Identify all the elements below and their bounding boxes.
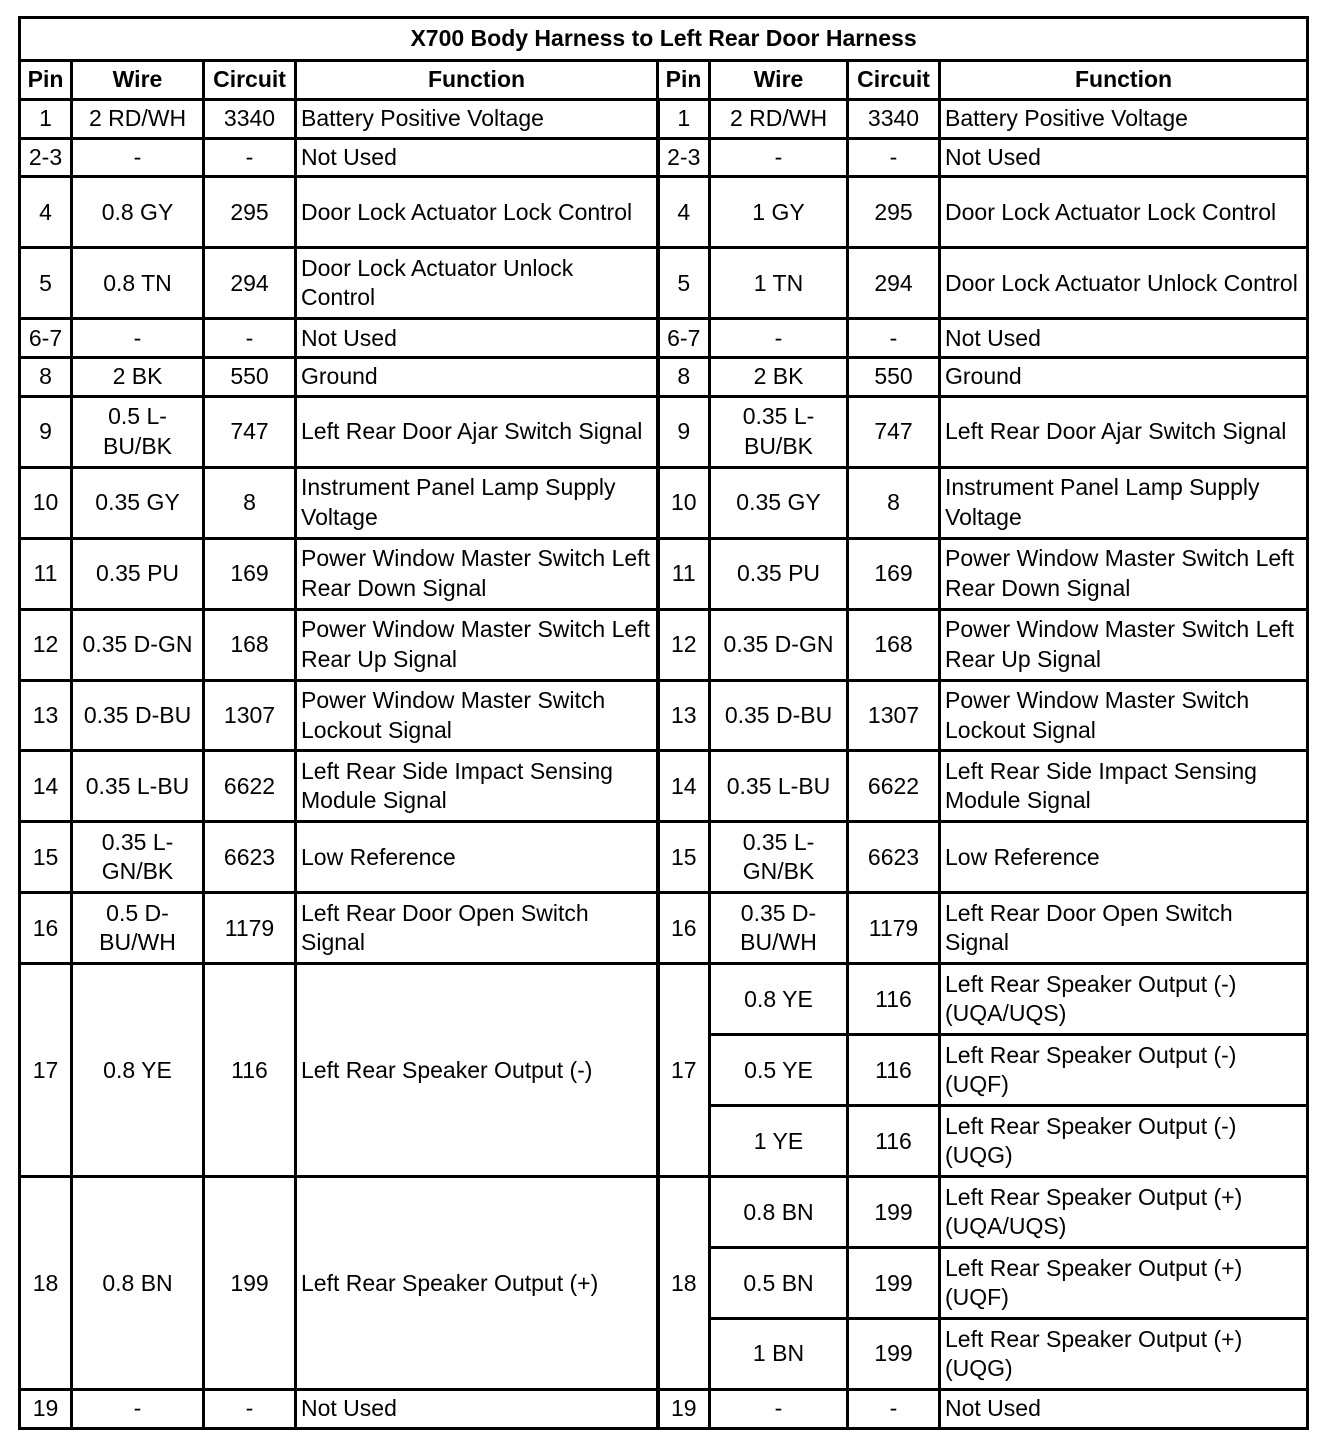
- right-wire-cell: 1 GY: [710, 177, 848, 248]
- right-function-cell: Left Rear Door Open Switch Signal: [940, 893, 1308, 964]
- col-header-function: Function: [940, 61, 1308, 100]
- right-function-cell: Power Window Master Switch Left Rear Down Signal: [940, 538, 1308, 609]
- left-pin-cell: 6-7: [20, 319, 72, 358]
- right-function-cell: Left Rear Speaker Output (-) (UQG): [940, 1106, 1308, 1177]
- table-row: [20, 358, 1308, 397]
- left-wire-cell: 0.8 TN: [72, 248, 204, 319]
- right-circuit-cell: 294: [848, 248, 940, 319]
- right-wire-cell: 0.5 YE: [710, 1035, 848, 1106]
- right-pin-cell: 5: [658, 248, 710, 319]
- left-circuit-cell: 294: [204, 248, 296, 319]
- right-pin-cell: 19: [658, 1390, 710, 1429]
- right-function-cell: Power Window Master Switch Left Rear Up Signal: [940, 609, 1308, 680]
- right-function-cell: Ground: [940, 358, 1308, 397]
- col-header-circuit: Circuit: [848, 61, 940, 100]
- right-function-cell: Not Used: [940, 138, 1308, 177]
- right-wire-cell: 0.5 BN: [710, 1248, 848, 1319]
- left-circuit-cell: 116: [204, 964, 296, 1177]
- right-circuit-cell: 550: [848, 358, 940, 397]
- right-pin-cell: 2-3: [658, 138, 710, 177]
- right-circuit-cell: 1179: [848, 893, 940, 964]
- right-pin-cell: 8: [658, 358, 710, 397]
- right-function-cell: Power Window Master Switch Lockout Signal: [940, 680, 1308, 751]
- left-circuit-cell: 295: [204, 177, 296, 248]
- left-pin-cell: 4: [20, 177, 72, 248]
- right-circuit-cell: 169: [848, 538, 940, 609]
- right-circuit-cell: 3340: [848, 100, 940, 139]
- left-function-cell: Left Rear Speaker Output (-): [296, 964, 658, 1177]
- table-row: [20, 822, 1308, 893]
- right-pin-cell: 1: [658, 100, 710, 139]
- left-function-cell: Not Used: [296, 319, 658, 358]
- right-wire-cell: 0.35 D-BU/WH: [710, 893, 848, 964]
- table-row: [20, 964, 1308, 1035]
- left-pin-cell: 2-3: [20, 138, 72, 177]
- right-function-cell: Left Rear Speaker Output (+) (UQG): [940, 1319, 1308, 1390]
- right-wire-cell: 0.8 BN: [710, 1177, 848, 1248]
- right-wire-cell: 2 RD/WH: [710, 100, 848, 139]
- left-wire-cell: 0.5 D-BU/WH: [72, 893, 204, 964]
- right-circuit-cell: 295: [848, 177, 940, 248]
- left-function-cell: Power Window Master Switch Left Rear Up Signal: [296, 609, 658, 680]
- right-function-cell: Battery Positive Voltage: [940, 100, 1308, 139]
- table-row: [20, 680, 1308, 751]
- left-function-cell: Door Lock Actuator Unlock Control: [296, 248, 658, 319]
- table-row: [20, 893, 1308, 964]
- right-wire-cell: 0.8 YE: [710, 964, 848, 1035]
- table-row: [20, 538, 1308, 609]
- right-function-cell: Low Reference: [940, 822, 1308, 893]
- left-pin-cell: 5: [20, 248, 72, 319]
- right-pin-cell: 4: [658, 177, 710, 248]
- left-wire-cell: 0.8 YE: [72, 964, 204, 1177]
- left-pin-cell: 12: [20, 609, 72, 680]
- right-pin-cell: 17: [658, 964, 710, 1177]
- right-pin-cell: 11: [658, 538, 710, 609]
- left-function-cell: Low Reference: [296, 822, 658, 893]
- right-pin-cell: 16: [658, 893, 710, 964]
- right-circuit-cell: 199: [848, 1319, 940, 1390]
- left-pin-cell: 14: [20, 751, 72, 822]
- pinout-table: [18, 16, 1309, 1430]
- right-function-cell: Left Rear Side Impact Sensing Module Signal: [940, 751, 1308, 822]
- left-wire-cell: -: [72, 1390, 204, 1429]
- table-row: [20, 177, 1308, 248]
- left-pin-cell: 17: [20, 964, 72, 1177]
- left-circuit-cell: 1179: [204, 893, 296, 964]
- left-circuit-cell: 6623: [204, 822, 296, 893]
- right-function-cell: Not Used: [940, 319, 1308, 358]
- left-function-cell: Door Lock Actuator Lock Control: [296, 177, 658, 248]
- left-wire-cell: 0.35 D-GN: [72, 609, 204, 680]
- right-circuit-cell: 168: [848, 609, 940, 680]
- right-function-cell: Not Used: [940, 1390, 1308, 1429]
- right-circuit-cell: 1307: [848, 680, 940, 751]
- col-header-circuit: Circuit: [204, 61, 296, 100]
- right-function-cell: Left Rear Speaker Output (-) (UQA/UQS): [940, 964, 1308, 1035]
- left-wire-cell: 0.35 L-BU: [72, 751, 204, 822]
- right-pin-cell: 12: [658, 609, 710, 680]
- right-wire-cell: 0.35 D-GN: [710, 609, 848, 680]
- right-pin-cell: 18: [658, 1177, 710, 1390]
- right-circuit-cell: 747: [848, 396, 940, 467]
- left-circuit-cell: 8: [204, 467, 296, 538]
- left-wire-cell: 0.35 D-BU: [72, 680, 204, 751]
- left-function-cell: Power Window Master Switch Lockout Signal: [296, 680, 658, 751]
- right-pin-cell: 15: [658, 822, 710, 893]
- right-function-cell: Instrument Panel Lamp Supply Voltage: [940, 467, 1308, 538]
- col-header-pin: Pin: [658, 61, 710, 100]
- right-pin-cell: 13: [658, 680, 710, 751]
- right-circuit-cell: 6623: [848, 822, 940, 893]
- left-pin-cell: 11: [20, 538, 72, 609]
- left-wire-cell: 2 RD/WH: [72, 100, 204, 139]
- right-wire-cell: 0.35 L-GN/BK: [710, 822, 848, 893]
- header-row: [20, 61, 1308, 100]
- left-function-cell: Battery Positive Voltage: [296, 100, 658, 139]
- right-circuit-cell: 8: [848, 467, 940, 538]
- right-pin-cell: 9: [658, 396, 710, 467]
- right-circuit-cell: 116: [848, 1106, 940, 1177]
- left-function-cell: Left Rear Speaker Output (+): [296, 1177, 658, 1390]
- right-wire-cell: 0.35 L-BU: [710, 751, 848, 822]
- right-function-cell: Left Rear Speaker Output (+) (UQA/UQS): [940, 1177, 1308, 1248]
- table-row: [20, 138, 1308, 177]
- left-function-cell: Instrument Panel Lamp Supply Voltage: [296, 467, 658, 538]
- left-wire-cell: 0.35 PU: [72, 538, 204, 609]
- left-wire-cell: -: [72, 319, 204, 358]
- col-header-wire: Wire: [710, 61, 848, 100]
- right-wire-cell: 1 BN: [710, 1319, 848, 1390]
- left-circuit-cell: 1307: [204, 680, 296, 751]
- left-function-cell: Left Rear Side Impact Sensing Module Signal: [296, 751, 658, 822]
- right-wire-cell: 2 BK: [710, 358, 848, 397]
- table-row: [20, 319, 1308, 358]
- left-circuit-cell: -: [204, 319, 296, 358]
- right-function-cell: Door Lock Actuator Lock Control: [940, 177, 1308, 248]
- right-wire-cell: 1 YE: [710, 1106, 848, 1177]
- right-circuit-cell: -: [848, 138, 940, 177]
- col-header-pin: Pin: [20, 61, 72, 100]
- table-row: [20, 1390, 1308, 1429]
- left-function-cell: Ground: [296, 358, 658, 397]
- table-row: [20, 396, 1308, 467]
- right-wire-cell: -: [710, 319, 848, 358]
- table-row: [20, 751, 1308, 822]
- left-wire-cell: 0.8 BN: [72, 1177, 204, 1390]
- pinout-table-container: [18, 16, 1306, 1430]
- left-pin-cell: 19: [20, 1390, 72, 1429]
- left-pin-cell: 13: [20, 680, 72, 751]
- left-wire-cell: 2 BK: [72, 358, 204, 397]
- table-row: [20, 100, 1308, 139]
- left-circuit-cell: -: [204, 1390, 296, 1429]
- right-wire-cell: 0.35 PU: [710, 538, 848, 609]
- table-title: X700 Body Harness to Left Rear Door Harness: [20, 18, 1308, 61]
- left-pin-cell: 8: [20, 358, 72, 397]
- right-wire-cell: 0.35 D-BU: [710, 680, 848, 751]
- right-function-cell: Left Rear Speaker Output (-) (UQF): [940, 1035, 1308, 1106]
- right-pin-cell: 6-7: [658, 319, 710, 358]
- left-circuit-cell: 169: [204, 538, 296, 609]
- left-circuit-cell: 199: [204, 1177, 296, 1390]
- left-wire-cell: 0.35 GY: [72, 467, 204, 538]
- left-pin-cell: 9: [20, 396, 72, 467]
- left-function-cell: Left Rear Door Ajar Switch Signal: [296, 396, 658, 467]
- right-function-cell: Door Lock Actuator Unlock Control: [940, 248, 1308, 319]
- left-pin-cell: 15: [20, 822, 72, 893]
- left-pin-cell: 16: [20, 893, 72, 964]
- right-function-cell: Left Rear Door Ajar Switch Signal: [940, 396, 1308, 467]
- right-function-cell: Left Rear Speaker Output (+) (UQF): [940, 1248, 1308, 1319]
- right-wire-cell: 1 TN: [710, 248, 848, 319]
- left-pin-cell: 1: [20, 100, 72, 139]
- right-circuit-cell: -: [848, 319, 940, 358]
- table-row: [20, 609, 1308, 680]
- left-circuit-cell: 3340: [204, 100, 296, 139]
- right-wire-cell: 0.35 GY: [710, 467, 848, 538]
- right-wire-cell: 0.35 L-BU/BK: [710, 396, 848, 467]
- left-pin-cell: 10: [20, 467, 72, 538]
- left-pin-cell: 18: [20, 1177, 72, 1390]
- left-circuit-cell: -: [204, 138, 296, 177]
- left-circuit-cell: 747: [204, 396, 296, 467]
- right-circuit-cell: 6622: [848, 751, 940, 822]
- right-circuit-cell: 199: [848, 1177, 940, 1248]
- left-function-cell: Left Rear Door Open Switch Signal: [296, 893, 658, 964]
- left-function-cell: Not Used: [296, 138, 658, 177]
- right-pin-cell: 10: [658, 467, 710, 538]
- col-header-function: Function: [296, 61, 658, 100]
- table-row: [20, 1177, 1308, 1248]
- left-circuit-cell: 168: [204, 609, 296, 680]
- right-circuit-cell: 199: [848, 1248, 940, 1319]
- col-header-wire: Wire: [72, 61, 204, 100]
- right-circuit-cell: 116: [848, 964, 940, 1035]
- right-circuit-cell: -: [848, 1390, 940, 1429]
- left-circuit-cell: 6622: [204, 751, 296, 822]
- right-wire-cell: -: [710, 138, 848, 177]
- table-row: [20, 467, 1308, 538]
- right-circuit-cell: 116: [848, 1035, 940, 1106]
- right-pin-cell: 14: [658, 751, 710, 822]
- left-wire-cell: -: [72, 138, 204, 177]
- table-row: [20, 248, 1308, 319]
- right-wire-cell: -: [710, 1390, 848, 1429]
- left-wire-cell: 0.5 L-BU/BK: [72, 396, 204, 467]
- left-function-cell: Power Window Master Switch Left Rear Down Signal: [296, 538, 658, 609]
- left-function-cell: Not Used: [296, 1390, 658, 1429]
- left-wire-cell: 0.35 L-GN/BK: [72, 822, 204, 893]
- pinout-table-body: [20, 100, 1308, 1429]
- left-circuit-cell: 550: [204, 358, 296, 397]
- left-wire-cell: 0.8 GY: [72, 177, 204, 248]
